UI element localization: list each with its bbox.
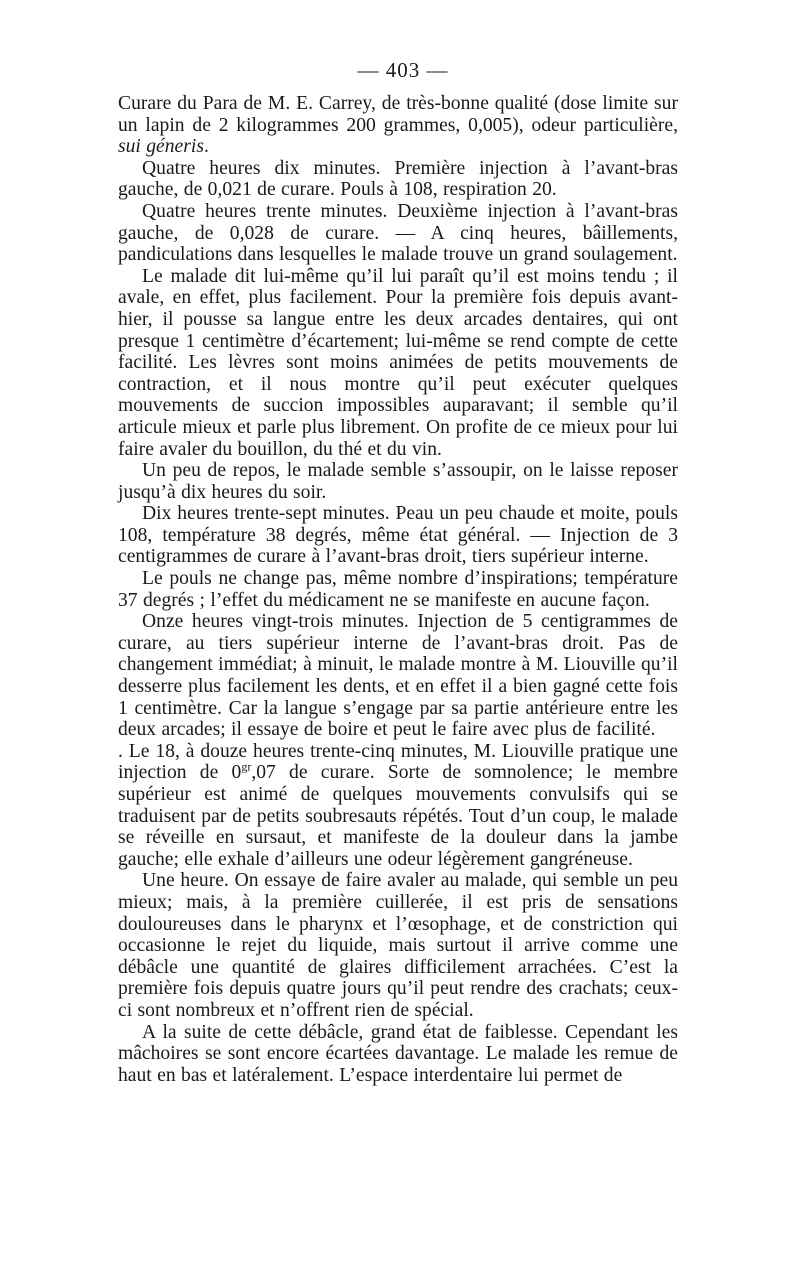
- paragraph: Une heure. On essaye de faire avaler au malade, qui semble un peu mieux; mais, à la première cuillerée, il est pris de sensations douloureuses dans le pharynx et l’œsophage, et de constriction qui occasionne le rejet du liquide, mais surtout il arrive comme une débâcle une quantité de glaires difficilement arrachées. C’est la première fois depuis quatre jours qu’il peut rendre des crachats; ceux-ci sont nombreux et n’offrent rien de spécial.: [118, 870, 678, 1021]
- page-number: — 403 —: [357, 58, 449, 82]
- paragraph-text: .: [203, 136, 209, 158]
- body-text: [118, 93, 678, 1086]
- paragraph-text: Curare du Para de M. E. Carrey, de très-bonne qualité (dose limite sur un lapin de 2 kilogrammes 200 grammes, 0,005), odeur particulière,: [118, 93, 678, 136]
- paragraph-text: ,07 de curare. Sorte de somnolence; le membre supérieur est animé de quelques mouvements convulsifs qui se traduisent par de petits soubresauts répétés. Tout d’un coup, le malade se réveille en sursaut, et manifeste de la douleur dans la jambe gauche; elle exhale d’ailleurs une odeur légèrement gangréneuse.: [118, 762, 678, 870]
- paragraph: Dix heures trente-sept minutes. Peau un peu chaude et moite, pouls 108, température 38 degrés, même état général. — Injection de 3 centigrammes de curare à l’avant-bras droit, tiers supérieur interne.: [118, 503, 678, 568]
- paragraph: Un peu de repos, le malade semble s’assoupir, on le laisse reposer jusqu’à dix heures du soir.: [118, 460, 678, 503]
- paragraph: A la suite de cette débâcle, grand état de faiblesse. Cependant les mâchoires se sont encore écartées davantage. Le malade les remue de haut en bas et latéralement. L’espace interdentaire lui permet de: [118, 1021, 678, 1086]
- superscript-unit: gr: [241, 759, 252, 774]
- paragraph: Quatre heures dix minutes. Première injection à l’avant-bras gauche, de 0,021 de curare. Pouls à 108, respiration 20.: [118, 157, 678, 201]
- paragraph: Le pouls ne change pas, même nombre d’inspirations; température 37 degrés ; l’effet du médicament ne se manifeste en aucune façon.: [118, 568, 678, 611]
- paragraph: [118, 741, 678, 871]
- paragraph: Quatre heures trente minutes. Deuxième injection à l’avant-bras gauche, de 0,028 de curare. — A cinq heures, bâillements, pandiculations dans lesquelles le malade trouve un grand soulagement.: [118, 200, 678, 266]
- paragraph: Onze heures vingt-trois minutes. Injection de 5 centigrammes de curare, au tiers supérieur interne de l’avant-bras droit. Pas de changement immédiat; à minuit, le malade montre à M. Liouville qu’il desserre plus facilement les dents, et en effet il a bien gagné cette fois 1 centimètre. Car la langue s’engage par sa partie antérieure entre les deux arcades; il essaye de boire et peut le faire avec plus de facilité.: [118, 611, 678, 741]
- paragraph-text: . Le 18, à douze heures trente-cinq minutes, M. Liouville pratique une injection de 0: [118, 740, 678, 784]
- italic-phrase: sui géneris: [118, 136, 204, 158]
- paragraph: Le malade dit lui-même qu’il lui paraît qu’il est moins tendu ; il avale, en effet, plus facilement. Pour la première fois depuis avant-hier, il pousse sa langue entre les deux arcades dentaires, qui ont presque 1 centimètre d’écartement; lui-même se rend compte de cette facilité. Les lèvres sont moins animées de petits mouvements de contraction, et il nous montre qu’il peut exécuter quelques mouvements de succion impossibles auparavant; il semble qu’il articule mieux et parle plus librement. On profite de ce mieux pour lui faire avaler du bouillon, du thé et du vin.: [118, 265, 678, 460]
- paragraph: [118, 93, 678, 158]
